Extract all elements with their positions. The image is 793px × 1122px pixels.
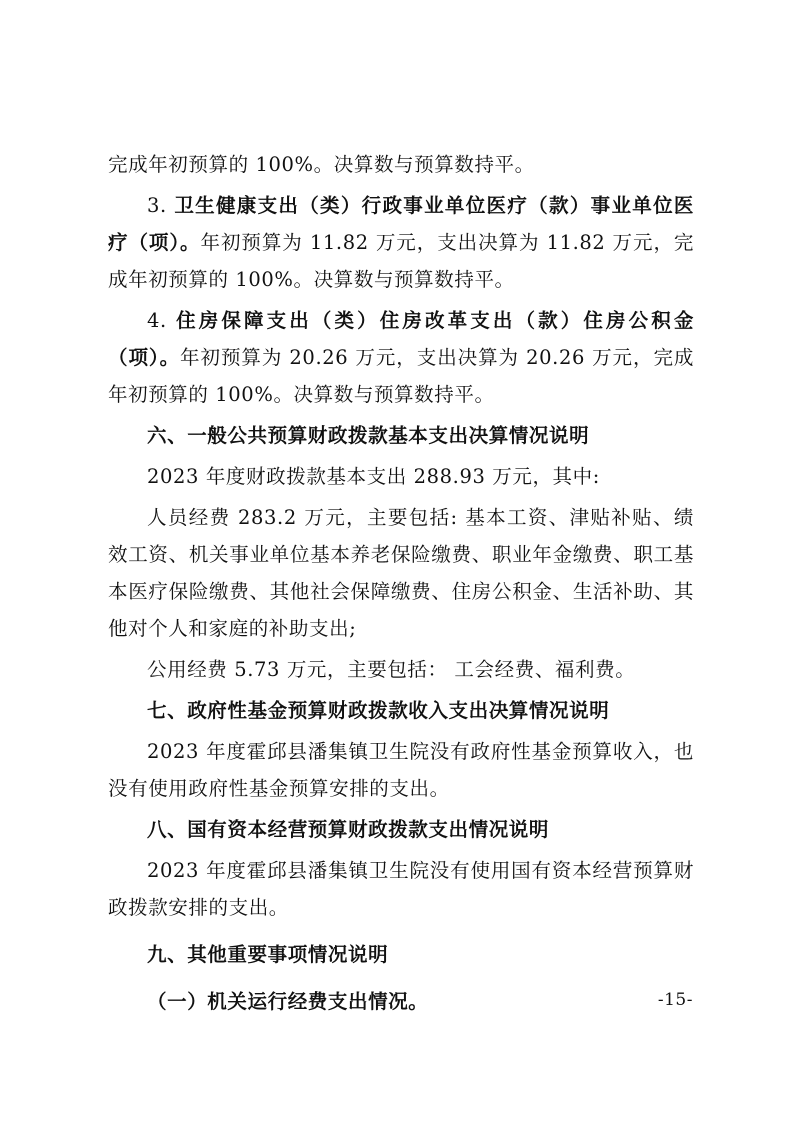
item-text: 年初预算为 11.82 万元，支出决算为 11.82 万元，完成年初预算的 100%。决算数与预算数持平。 — [108, 231, 694, 291]
paragraph: 2023 年度霍邱县潘集镇卫生院没有使用国有资本经营预算财政拨款安排的支出。 — [108, 859, 694, 919]
paragraph: 2023 年度霍邱县潘集镇卫生院没有政府性基金预算收入，也没有使用政府性基金预算安排的支出。 — [108, 740, 694, 800]
section-heading-7: 七、政府性基金预算财政拨款收入支出决算情况说明 — [147, 699, 610, 722]
paragraph: 人员经费 283.2 万元，主要包括: 基本工资、津贴补贴、绩效工资、机关事业单位基本养老保险缴费、职业年金缴费、职工基本医疗保险缴费、其他社会保障缴费、住房公积金、生活补助、其他对个人和家庭的补助支出; — [108, 506, 694, 640]
section-heading-8: 八、国有资本经营预算财政拨款支出情况说明 — [147, 818, 550, 841]
page-number: -15- — [657, 990, 693, 1010]
paragraph: 公用经费 5.73 万元，主要包括： 工会经费、福利费。 — [147, 658, 636, 681]
item-number: 3. — [147, 194, 175, 217]
paragraph: 完成年初预算的 100%。决算数与预算数持平。 — [108, 153, 535, 176]
paragraph-item-3 — [108, 187, 694, 298]
paragraph-item-4 — [108, 302, 694, 413]
item-text: 年初预算为 20.26 万元，支出决算为 20.26 万元，完成年初预算的 100%。决算数与预算数持平。 — [108, 346, 694, 406]
item-heading: 住房保障支出（类）住房改革支出（款）住房公积金（项）。 — [108, 309, 694, 369]
item-number: 4. — [147, 309, 177, 332]
subsection-heading: （一）机关运行经费支出情况。 — [147, 990, 429, 1013]
item-heading: 卫生健康支出（类）行政事业单位医疗（款）事业单位医疗（项）。 — [108, 194, 694, 254]
paragraph: 2023 年度财政拨款基本支出 288.93 万元，其中: — [147, 465, 600, 488]
section-heading-9: 九、其他重要事项情况说明 — [147, 943, 389, 966]
section-heading-6: 六、一般公共预算财政拨款基本支出决算情况说明 — [147, 424, 590, 447]
document-body — [108, 146, 694, 1020]
